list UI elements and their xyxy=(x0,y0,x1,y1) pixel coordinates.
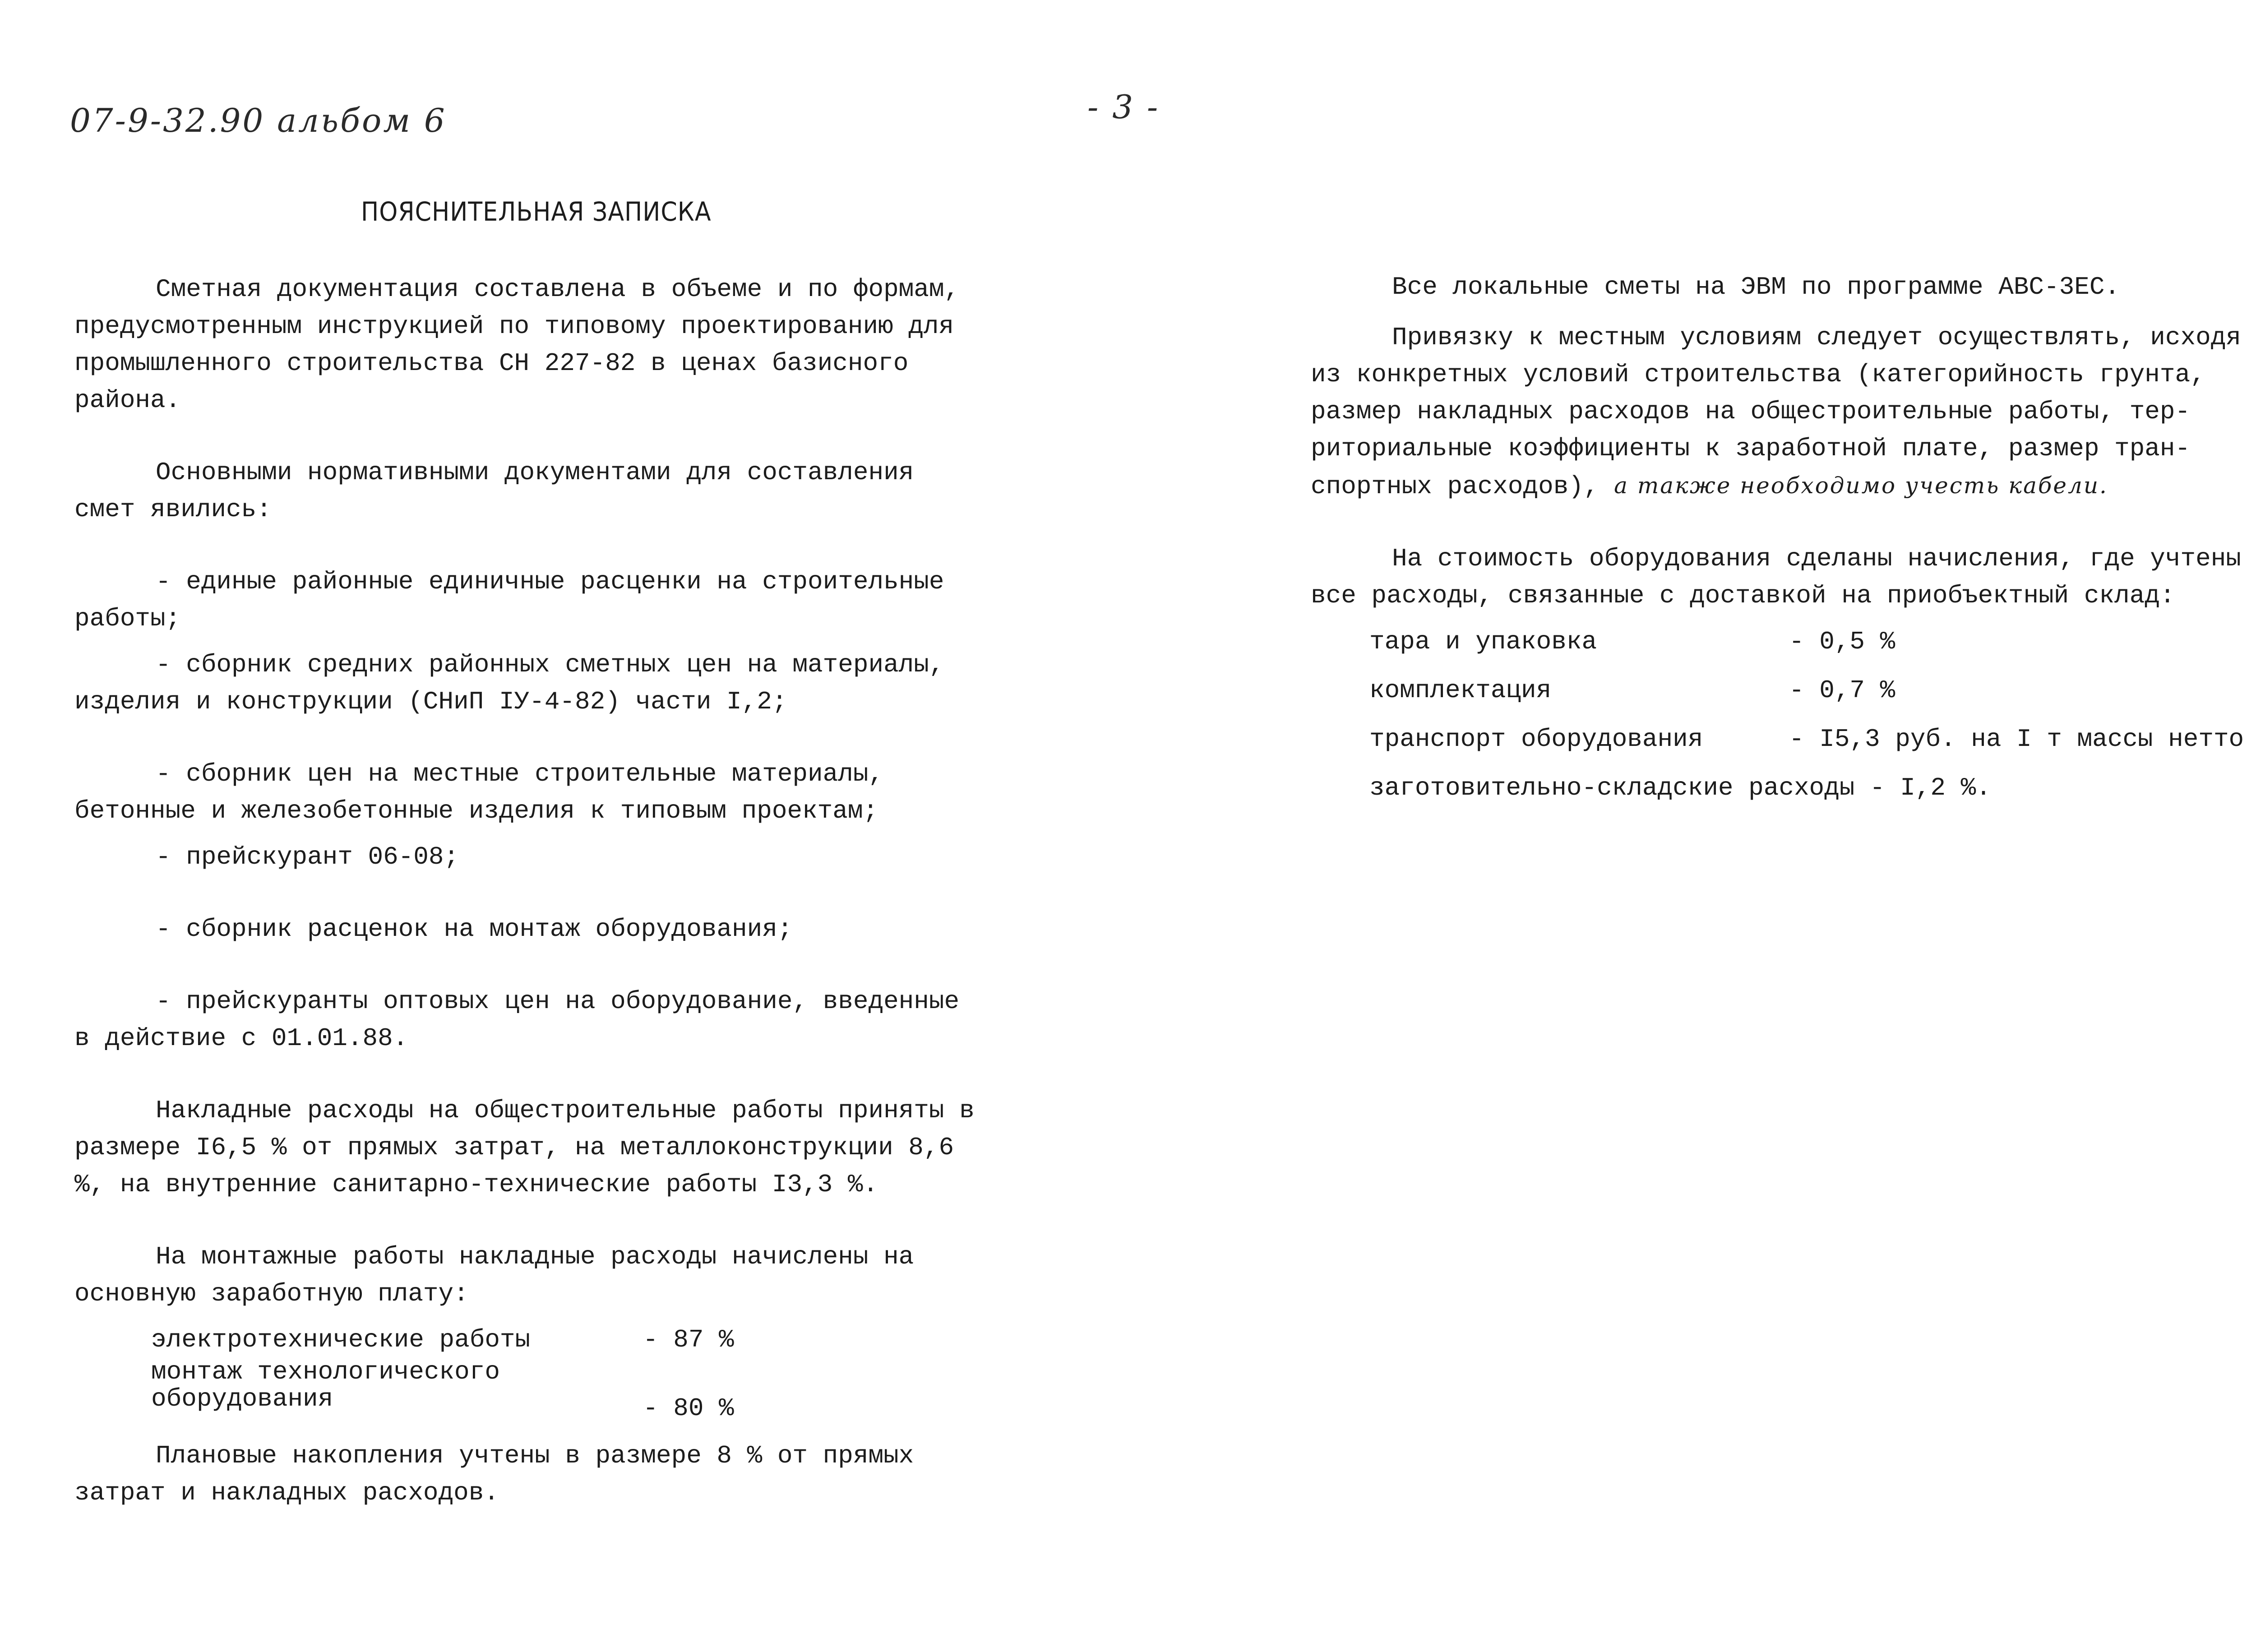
page-title: ПОЯСНИТЕЛЬНАЯ ЗАПИСКА xyxy=(361,196,712,227)
charge-value: - I5,3 руб. на I т массы нетто xyxy=(1789,725,2244,754)
left-column xyxy=(74,271,977,1511)
document-item: - прейскуранты оптовых цен на оборудование, введенные в действие с 01.01.88. xyxy=(74,987,960,1053)
overhead-paragraph: Накладные расходы на общестроительные работы приняты в размере I6,5 % от прямых затрат, на металлоконструкции 8,6 %, на внутренние санитарно-технические работы I3,3 %. xyxy=(74,1096,975,1199)
intro-paragraph: Сметная документация составлена в объеме и по формам, предусмотренным инструкцией по типовому проектированию для промышленного строительства СН 227-82 в ценах базисного района. xyxy=(74,275,960,415)
charge-row xyxy=(1311,769,2256,818)
rate-label-line: монтаж технологического xyxy=(151,1357,500,1386)
document-item: - сборник цен на местные строительные материалы, бетонные и железобетонные изделия к типовым проектам; xyxy=(74,759,884,825)
binding-line: из конкретных условий строительства (категорийность грунта, xyxy=(1311,360,2205,389)
documents-intro: Основными нормативными документами для составления смет явились: xyxy=(74,458,914,524)
document-item: - сборник расценок на монтаж оборудования; xyxy=(156,915,793,944)
rate-value: - 80 % xyxy=(643,1394,734,1423)
binding-line: Привязку к местным условиям следует осуществлять, исходя xyxy=(1392,323,2241,352)
handwritten-note: а также необходимо учесть кабели. xyxy=(1614,472,2108,499)
rate-label: электротехнические работы xyxy=(151,1325,531,1354)
binding-line xyxy=(1311,467,2256,505)
charge-text: заготовительно-складские расходы - I,2 %. xyxy=(1369,773,1991,802)
savings-paragraph: Плановые накопления учтены в размере 8 % от прямых затрат и накладных расходов. xyxy=(74,1441,914,1507)
document-item: - единые районные единичные расценки на строительные работы; xyxy=(74,567,944,633)
charge-row xyxy=(1311,721,2256,769)
charge-label: транспорт оборудования xyxy=(1369,725,1703,754)
rate-row xyxy=(74,1357,977,1423)
document-item: - сборник средних районных сметных цен на материалы, изделия и конструкции (СНиП IУ-4-82) части I,2; xyxy=(74,650,944,716)
charge-row xyxy=(1311,672,2256,721)
document-code: 07-9-32.90 альбом 6 xyxy=(70,102,447,139)
rate-label xyxy=(151,1358,500,1412)
binding-line-text: спортных расходов), xyxy=(1311,472,1599,501)
document-item: - прейскурант 06-08; xyxy=(156,842,459,871)
charge-value: - 0,7 % xyxy=(1789,676,1895,705)
binding-line: размер накладных расходов на общестроительные работы, тер- xyxy=(1311,397,2191,426)
computer-estimates-paragraph: Все локальные сметы на ЭВМ по программе АВС-3ЕС. xyxy=(1392,273,2120,301)
rate-row xyxy=(74,1321,977,1358)
installation-paragraph: На монтажные работы накладные расходы начислены на основную заработную плату: xyxy=(74,1242,914,1308)
page-number: - 3 - xyxy=(1087,88,1160,126)
charge-label: тара и упаковка xyxy=(1369,627,1597,656)
rate-value: - 87 % xyxy=(643,1325,734,1354)
charge-value: - 0,5 % xyxy=(1789,627,1895,656)
binding-line: риториальные коэффициенты к заработной плате, размер тран- xyxy=(1311,434,2191,463)
charge-label: комплектация xyxy=(1369,676,1552,705)
equipment-paragraph: На стоимость оборудования сделаны начисления, где учтены все расходы, связанные с доставкой на приобъектный склад: xyxy=(1311,544,2241,610)
right-column xyxy=(1311,268,2256,818)
charge-row xyxy=(1311,623,2256,672)
rate-label-line: оборудования xyxy=(151,1384,333,1413)
